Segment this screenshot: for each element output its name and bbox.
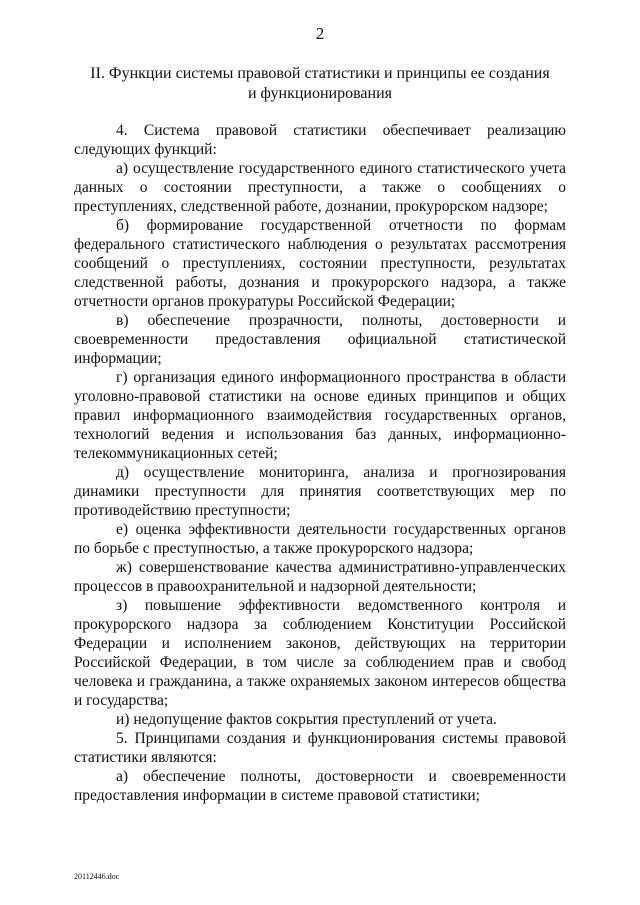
section-title-line-1: II. Функции системы правовой статистики и принципы ее создания: [90, 65, 550, 82]
section-title: [70, 64, 570, 104]
paragraph-4g: г) организация единого информационного пространства в области уголовно-правовой статистики на основе единых принципов и общих правил информационного взаимодействия государственных органов, технологий ведения и использования баз данных, информационно-телекоммуникационных сетей;: [74, 369, 566, 462]
paragraph-4b: б) формирование государственной отчетности по формам федерального статистического наблюдения о результатах рассмотрения сообщений о преступлениях, состоянии преступности, результатах следственной работы, дознания и прокурорского надзора, а также отчетности органов прокуратуры Российской Федерации;: [74, 217, 566, 310]
document-body: [74, 121, 566, 805]
page-number: 2: [315, 24, 325, 43]
paragraph-4d: д) осуществление мониторинга, анализа и прогнозирования динамики преступности для принятия соответствующих мер по противодействию преступности;: [74, 464, 566, 519]
section-title-line-2: и функционирования: [247, 85, 393, 102]
paragraph-4zh: ж) совершенствование качества административно-управленческих процессов в правоохранительной и надзорной деятельности;: [74, 559, 566, 595]
paragraph-4v: в) обеспечение прозрачности, полноты, достоверности и своевременности предоставления официальной статистической информации;: [74, 312, 566, 367]
paragraph-4-intro: 4. Система правовой статистики обеспечивает реализацию следующих функций:: [74, 122, 566, 158]
paragraph-5-intro: 5. Принципами создания и функционирования системы правовой статистики являются:: [74, 730, 566, 766]
paragraph-4i: и) недопущение фактов сокрытия преступлений от учета.: [116, 711, 497, 728]
paragraph-5a: а) обеспечение полноты, достоверности и своевременности предоставления информации в системе правовой статистики;: [74, 768, 566, 804]
paragraph-4z: з) повышение эффективности ведомственного контроля и прокурорского надзора за соблюдением Конституции Российской Федерации и исполнением законов, действующих на территории Российской Федерации, в том числе за соблюдением прав и свобод человека и гражданина, а также охраняемых законом интересов общества и государства;: [74, 597, 566, 709]
footer-doc-reference: 20112446.doc: [74, 872, 120, 881]
paragraph-4a: а) осуществление государственного единого статистического учета данных о состоянии преступности, а также о сообщениях о преступлениях, следственной работе, дознании, прокурорском надзоре;: [74, 160, 566, 215]
paragraph-4e: е) оценка эффективности деятельности государственных органов по борьбе с преступностью, а также прокурорского надзора;: [74, 521, 566, 557]
